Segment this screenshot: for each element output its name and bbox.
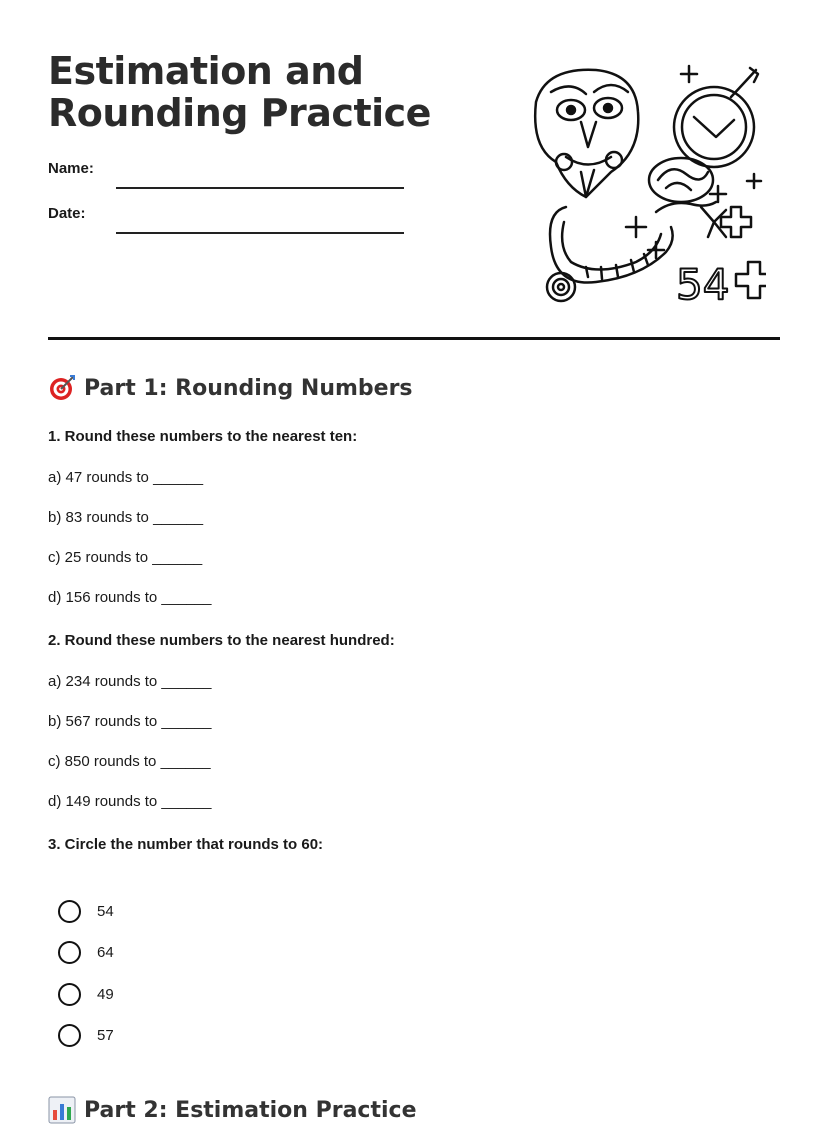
question-1-prompt: 1. Round these numbers to the nearest ten: xyxy=(48,428,358,445)
radio-circle[interactable] xyxy=(58,983,81,1006)
header-divider xyxy=(48,337,780,340)
choice-label: 54 xyxy=(97,903,114,920)
question-3-prompt: 3. Circle the number that rounds to 60: xyxy=(48,836,324,853)
part1-heading xyxy=(48,374,413,402)
choice-option[interactable] xyxy=(58,941,114,964)
bar-chart-icon xyxy=(48,1096,76,1124)
part1-title: Part 1: Rounding Numbers xyxy=(84,375,413,401)
name-field-row xyxy=(48,160,404,177)
q1-item-b[interactable]: b) 83 rounds to ______ xyxy=(48,509,204,526)
radio-circle[interactable] xyxy=(58,1024,81,1047)
name-line[interactable] xyxy=(116,187,404,189)
date-label: Date: xyxy=(48,205,86,222)
maori-math-illustration xyxy=(526,62,766,307)
q2-item-b[interactable]: b) 567 rounds to ______ xyxy=(48,713,212,730)
question-2-prompt: 2. Round these numbers to the nearest hundred: xyxy=(48,632,395,649)
date-field-row xyxy=(48,205,404,222)
radio-circle[interactable] xyxy=(58,941,81,964)
choice-label: 64 xyxy=(97,944,114,961)
q1-item-c[interactable]: c) 25 rounds to ______ xyxy=(48,549,203,566)
choice-option[interactable] xyxy=(58,983,114,1006)
q1-item-a[interactable]: a) 47 rounds to ______ xyxy=(48,469,204,486)
art-digits: 54 xyxy=(676,260,730,307)
page-title: Estimation and Rounding Practice xyxy=(48,49,431,135)
date-line[interactable] xyxy=(116,232,404,234)
target-icon xyxy=(48,374,76,402)
choice-option[interactable] xyxy=(58,1024,114,1047)
part2-title: Part 2: Estimation Practice xyxy=(84,1097,417,1123)
radio-circle[interactable] xyxy=(58,900,81,923)
choice-option[interactable] xyxy=(58,900,114,923)
choice-label: 49 xyxy=(97,986,114,1003)
part2-heading xyxy=(48,1096,417,1124)
choice-label: 57 xyxy=(97,1027,114,1044)
q2-item-a[interactable]: a) 234 rounds to ______ xyxy=(48,673,212,690)
q2-item-c[interactable]: c) 850 rounds to ______ xyxy=(48,753,211,770)
name-label: Name: xyxy=(48,160,94,177)
q2-item-d[interactable]: d) 149 rounds to ______ xyxy=(48,793,212,810)
q1-item-d[interactable]: d) 156 rounds to ______ xyxy=(48,589,212,606)
